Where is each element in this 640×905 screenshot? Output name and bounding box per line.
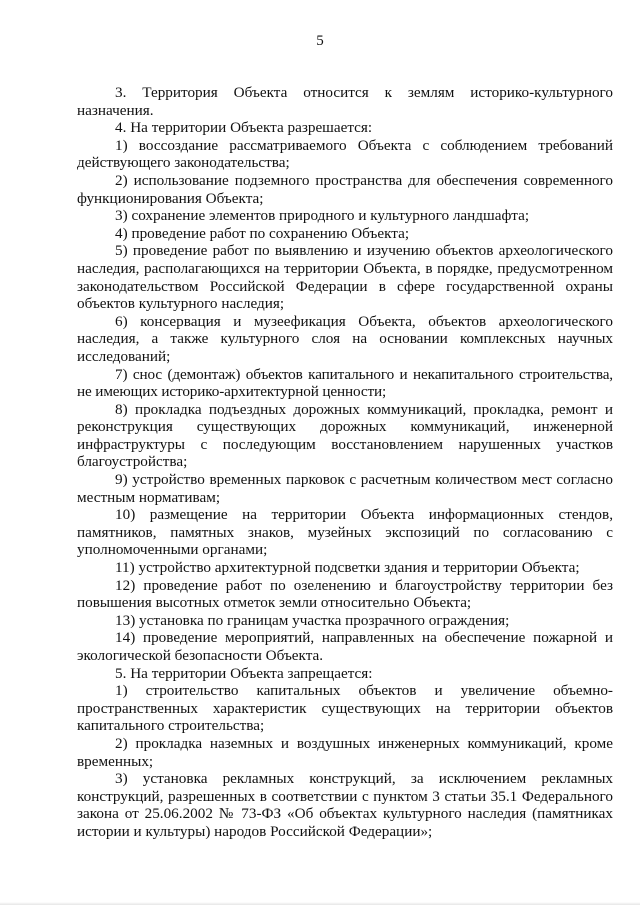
prohibited-item-2: 2) прокладка наземных и воздушных инженерных коммуникаций, кроме временных; [77,734,613,770]
allowed-item-13: 13) установка по границам участка прозрачного ограждения; [115,611,510,629]
document-body [77,84,613,841]
allowed-item-1: 1) воссоздание рассматриваемого Объекта с соблюдением требований действующего законодательства; [77,136,613,172]
allowed-item-11: 11) устройство архитектурной подсветки здания и территории Объекта; [115,559,580,577]
allowed-item-7: 7) снос (демонтаж) объектов капитального и некапитального строительства, не имеющих историко-архитектурной ценности; [77,365,613,401]
allowed-item-8: 8) прокладка подъездных дорожных коммуникаций, прокладка, ремонт и реконструкция существующих дорожных коммуникаций, инженерной инфраструктуры с последующим восстановлением нарушенных участков благоустройства; [77,400,613,471]
allowed-item-12: 12) проведение работ по озеленению и благоустройству территории без повышения высотных отметок земли относительно Объекта; [77,576,613,612]
paragraph-4-heading: 4. На территории Объекта разрешается: [115,119,373,137]
allowed-item-9: 9) устройство временных парковок с расчетным количеством мест согласно местным нормативам; [77,471,613,506]
allowed-item-5: 5) проведение работ по выявлению и изучению объектов археологического наследия, располагающихся на территории Объекта, в порядке, предусмотренном законодательством Российской Федерации в сфере государственной охраны объектов культурного наследия; [77,242,613,313]
paragraph-5-heading: 5. На территории Объекта запрещается: [115,664,373,682]
prohibited-item-3: 3) установка рекламных конструкций, за исключением рекламных конструкций, разрешенных в соответствии с пунктом 3 статьи 35.1 Федерального закона от 25.06.2002 № 73-ФЗ «Об объектах культурного наследия (памятниках истории и культуры) народов Российской Федерации»; [77,770,613,840]
prohibited-item-1: 1) строительство капитальных объектов и увеличение объемно-пространственных характеристик существующих на территории объектов капитального строительства; [77,682,613,735]
allowed-item-14: 14) проведение мероприятий, направленных на обеспечение пожарной и экологической безопасности Объекта. [77,629,613,664]
allowed-item-4: 4) проведение работ по сохранению Объекта; [115,224,410,242]
allowed-item-3: 3) сохранение элементов природного и культурного ландшафта; [115,207,530,225]
page-number: 5 [316,33,324,49]
allowed-item-10: 10) размещение на территории Объекта информационных стендов, памятников, памятных знаков, музейных экспозиций по согласованию с уполномоченными органами; [77,506,613,559]
allowed-item-6: 6) консервация и музеефикация Объекта, объектов археологического наследия, а также культурного слоя на основании комплексных научных исследований; [77,312,613,365]
allowed-item-2: 2) использование подземного пространства для обеспечения современного функционирования Объекта; [77,171,613,207]
paragraph-3-land-category: 3. Территория Объекта относится к землям историко-культурного назначения. [77,84,613,119]
